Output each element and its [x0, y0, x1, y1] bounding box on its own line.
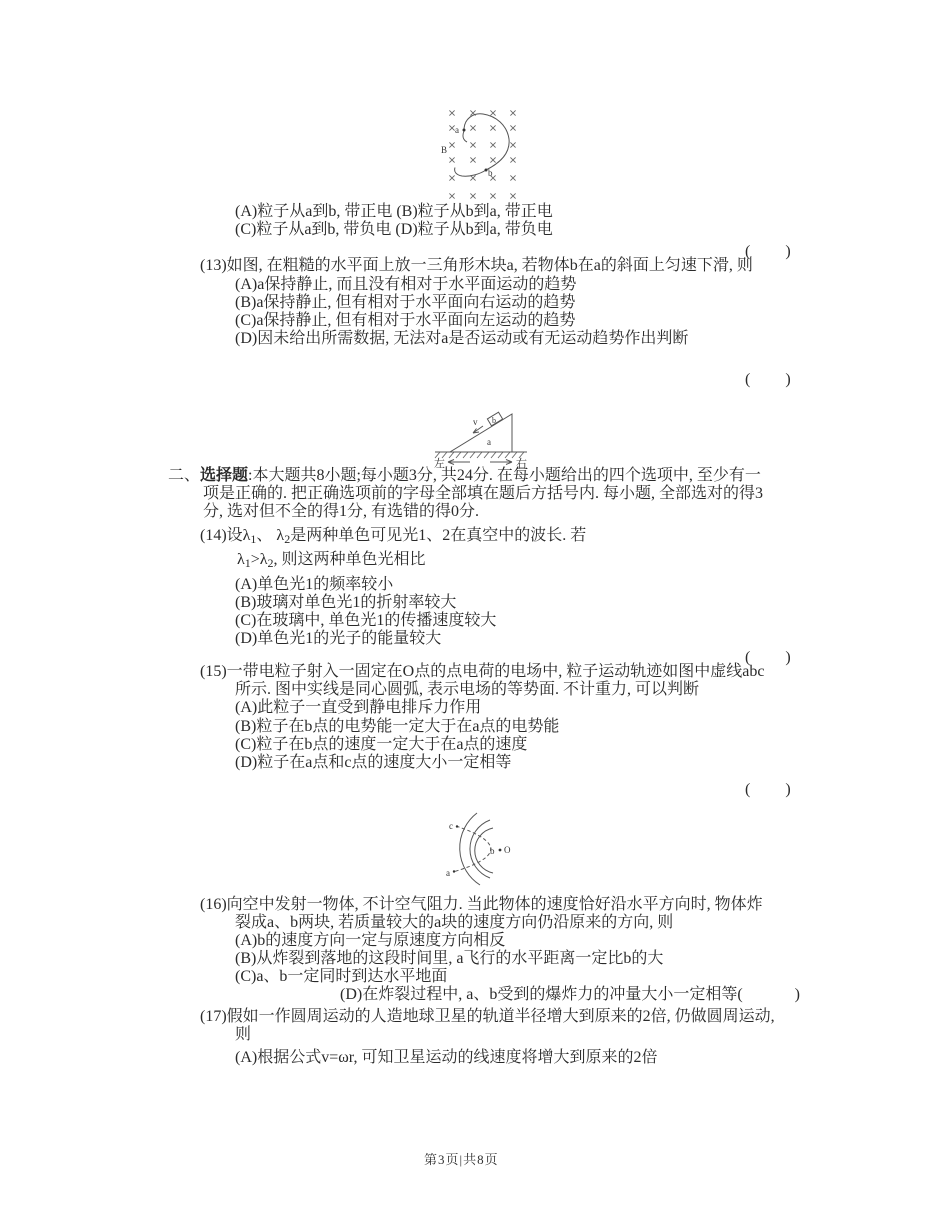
q15-option-d: (D)粒子在a点和c点的速度大小一定相等 [235, 754, 512, 771]
q14-stem1-text: (14)设λ [200, 527, 251, 544]
q15-equipotential-diagram [405, 795, 525, 900]
q14-stem-line2 [237, 551, 426, 569]
q14-stem-line1 [200, 527, 586, 545]
q14-option-a: (A)单色光1的频率较小 [235, 576, 394, 593]
q14-stem1-text2: 、 λ [256, 527, 285, 544]
ground-hatching [435, 452, 524, 458]
right-label: 右 [516, 458, 527, 470]
q13-incline-diagram [430, 398, 540, 473]
point-a-label: a [455, 125, 459, 135]
q12-options-cd: (C)粒子从a到b, 带负电 (D)粒子从b到a, 带负电 [235, 221, 553, 238]
point-a-label: a [446, 868, 450, 878]
point-b-label: b [488, 168, 493, 178]
left-arrow [448, 460, 470, 465]
section2-header-line3: 分, 选对但不全的得1分, 有选错的得0分. [203, 503, 480, 520]
particle-trajectory [455, 114, 510, 176]
q13-option-d: (D)因未给出所需数据, 无法对a是否运动或有无运动趋势作出判断 [235, 330, 689, 347]
charge-o-dot [499, 849, 502, 852]
q14-stem2-gt: >λ [250, 551, 268, 568]
q14-option-b: (B)玻璃对单色光1的折射率较大 [235, 594, 457, 611]
q14-lambda2-subscript: 2 [284, 532, 291, 546]
q14-stem2-lambda: λ [237, 551, 245, 568]
left-label: 左 [434, 458, 445, 470]
point-c-dot [456, 825, 458, 827]
q14-stem2-sub2: 2 [267, 556, 274, 570]
q17-stem-line2: 则 [235, 1026, 252, 1043]
point-a-dot [453, 870, 455, 872]
velocity-arrow [473, 426, 483, 433]
q15-option-b: (B)粒子在b点的电势能一定大于在a点的电势能 [235, 718, 560, 735]
point-o-label: O [504, 845, 511, 855]
q12-answer-bracket: ( ) [745, 243, 792, 260]
q16-stem-line2: 裂成a、b两块, 若质量较大的a块的速度方向仍沿原来的方向, 则 [235, 914, 674, 931]
q15-option-c: (C)粒子在b点的速度一定大于在a点的速度 [235, 736, 528, 753]
q13-stem: (13)如图, 在粗糙的水平面上放一三角形木块a, 若物体b在a的斜面上匀速下滑, 则 [200, 257, 753, 274]
q12-options-ab: (A)粒子从a到b, 带正电 (B)粒子从b到a, 带正电 [235, 203, 553, 220]
page-number-footer: 第3页|共8页 [424, 1152, 499, 1167]
section2-numeral: 二、 [168, 467, 201, 484]
q13-option-a: (A)a保持静止, 而且没有相对于水平面运动的趋势 [235, 276, 577, 293]
section2-header-line2: 项是正确的. 把正确选项前的字母全部填在题后方括号内. 每小题, 全部选对的得3 [203, 485, 764, 502]
q16-option-a: (A)b的速度方向一定与原速度方向相反 [235, 932, 506, 949]
block-b-label: b [492, 416, 496, 425]
wedge-a-label: a [487, 437, 491, 447]
q13-option-b: (B)a保持静止, 但有相对于水平面向右运动的趋势 [235, 294, 576, 311]
q14-stem2-text: , 则这两种单色光相比 [273, 551, 426, 568]
q17-stem-line1: (17)假如一作圆周运动的人造地球卫星的轨道半径增大到原来的2倍, 仍做圆周运动, [200, 1008, 775, 1025]
equipotential-arc-middle [470, 820, 490, 878]
q15-stem-line2: 所示. 图中实线是同心圆弧, 表示电场的等势面. 不计重力, 可以判断 [235, 681, 700, 698]
point-c-label: c [449, 821, 453, 831]
q14-stem2-sub1: 1 [244, 556, 251, 570]
q14-option-c: (C)在玻璃中, 单色光1的传播速度较大 [235, 612, 497, 629]
particle-trajectory-dashed [453, 826, 491, 872]
q13-answer-bracket: ( ) [745, 371, 792, 388]
q17-option-a: (A)根据公式v=ωr, 可知卫星运动的线速度将增大到原来的2倍 [235, 1049, 658, 1066]
q16-answer-bracket: ( ) [737, 986, 801, 1003]
velocity-label: v [473, 417, 478, 427]
point-a-dot [463, 129, 466, 132]
q16-option-c: (C)a、b一定同时到达水平地面 [235, 968, 448, 985]
q13-option-c: (C)a保持静止, 但有相对于水平面向左运动的趋势 [235, 312, 576, 329]
section2-rest: :本大题共8小题;每小题3分, 共24分. 在每小题给出的四个选项中, 至少有一 [248, 467, 761, 484]
q14-lambda1-subscript: 1 [250, 532, 257, 546]
wedge-outline [450, 414, 512, 452]
field-label-b: B [441, 145, 448, 155]
q15-option-a: (A)此粒子一直受到静电排斥力作用 [235, 699, 482, 716]
q16-stem-line1: (16)向空中发射一物体, 不计空气阻力. 当此物体的速度恰好沿水平方向时, 物体炸 [200, 896, 763, 913]
q15-answer-bracket: ( ) [745, 781, 792, 798]
q14-stem1-text3: 是两种单色可见光1、2在真空中的波长. 若 [290, 527, 587, 544]
q12-field-diagram [440, 106, 535, 206]
q14-answer-bracket: ( ) [745, 649, 792, 666]
q16-option-b: (B)从炸裂到落地的这段时间里, a飞行的水平距离一定比b的大 [235, 950, 664, 967]
point-b-label: b [490, 846, 495, 856]
q16-option-d: (D)在炸裂过程中, a、b受到的爆炸力的冲量大小一定相等 [340, 986, 738, 1003]
right-arrow [490, 460, 512, 465]
q14-option-d: (D)单色光1的光子的能量较大 [235, 630, 442, 647]
q15-stem-line1: (15)一带电粒子射入一固定在O点的点电荷的电场中, 粒子运动轨迹如图中虚线abc [200, 663, 765, 680]
section2-title: 选择题 [200, 467, 249, 484]
section2-header-line1 [168, 467, 761, 485]
q16-option-d-line [340, 986, 801, 1004]
